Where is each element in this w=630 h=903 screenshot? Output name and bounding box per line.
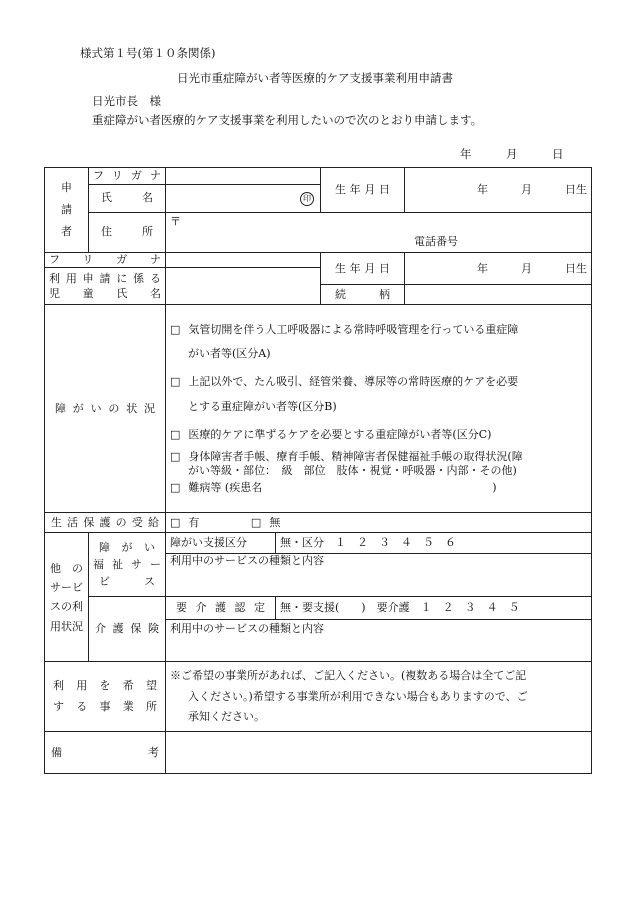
- preferred-note-1: ※ご希望の事業所があれば、ご記入ください。(複数ある場合は全てご記: [170, 669, 527, 683]
- care-level-label: 要介護認定: [166, 597, 276, 620]
- checkbox-icon[interactable]: □: [170, 480, 181, 494]
- remarks-field[interactable]: [166, 732, 592, 774]
- checkbox-no[interactable]: □: [250, 515, 262, 529]
- disability-status-label: 障がいの状況: [45, 305, 166, 513]
- applicant-name-field[interactable]: [166, 185, 321, 213]
- phone-label: 電話番号: [414, 235, 458, 249]
- option-handbook-cont: がい等級・部位： 級 部位 肢体・視覚・呼吸器・内部・その他): [188, 464, 517, 478]
- form-title: 日光市重症障がい者等医療的ケア支援事業利用申請書: [177, 71, 453, 85]
- checkbox-yes[interactable]: □: [170, 515, 181, 529]
- addressee: 日光市長 様: [92, 94, 161, 108]
- disability-service-label: 障がい 福祉サー ビス: [89, 533, 166, 597]
- applicant-dob-field[interactable]: 年 月 日生: [405, 168, 592, 213]
- remarks-label: 備考: [45, 732, 166, 774]
- checkbox-icon[interactable]: □: [170, 450, 181, 464]
- disability-service-detail-label: 利用中のサービスの種類と内容: [166, 554, 592, 574]
- support-class-value[interactable]: 無・区分 １ ２ ３ ４ ５ ６: [276, 533, 592, 554]
- care-service-detail[interactable]: 利用中のサービスの種類と内容: [166, 620, 592, 662]
- preferred-note-3: 承知ください。: [188, 709, 265, 723]
- checkbox-icon[interactable]: □: [170, 427, 181, 441]
- disability-service-detail-field[interactable]: [166, 574, 592, 597]
- applicant-dob-label: 生年月日: [321, 168, 405, 213]
- option-class-b[interactable]: □ 上記以外で、たん吸引、経管栄養、導尿等の常時医療的ケアを必要: [170, 375, 519, 389]
- child-name-label: 利用申請に係る 児童氏名: [45, 268, 166, 305]
- application-date[interactable]: 年 月 日: [460, 147, 564, 161]
- applicant-name-label: 氏名: [89, 185, 166, 213]
- option-class-c[interactable]: □ 医療的ケアに準ずるケアを必要とする重症障がい者等(区分C): [170, 427, 492, 441]
- support-class-label: 障がい支援区分: [166, 533, 276, 554]
- welfare-label: 生活保護の受給: [45, 513, 166, 533]
- option-intractable-disease[interactable]: □ 難病等 (疾患名 ): [170, 480, 497, 494]
- child-dob-label: 生年月日: [321, 253, 405, 285]
- preferred-office-label: 利用を希望 する事業所: [45, 662, 166, 732]
- option-class-b-cont: とする重症障がい者等(区分B): [188, 399, 337, 413]
- preferred-note-2: 入ください。)希望する事業所が利用できない場合もありますので、ご: [188, 689, 528, 703]
- child-dob-field[interactable]: 年 月 日生: [405, 253, 592, 285]
- applicant-furigana-field[interactable]: [166, 168, 321, 185]
- checkbox-icon[interactable]: □: [170, 322, 181, 336]
- services-label: 他 の サービ スの利 用状況: [45, 533, 89, 662]
- form-number: 様式第１号(第１０条関係): [80, 46, 216, 60]
- disability-status-options: [166, 305, 592, 513]
- care-level-value[interactable]: 無・要支援( ) 要介護 １ ２ ３ ４ ５: [276, 597, 592, 620]
- purpose-statement: 重症障がい者医療的ケア支援事業を利用したいので次のとおり申請します。: [92, 113, 483, 127]
- postal-mark: 〒: [170, 215, 181, 228]
- option-class-a-cont: がい者等(区分A): [188, 346, 271, 360]
- seal-mark: 印: [300, 192, 314, 206]
- child-furigana-label: フリガナ: [45, 253, 166, 268]
- applicant-address-field[interactable]: [166, 213, 592, 253]
- option-class-a[interactable]: □ 気管切開を伴う人工呼吸器による常時呼吸管理を行っている重症障: [170, 322, 519, 336]
- applicant-section-label: 申 請 者: [45, 168, 89, 253]
- applicant-furigana-label: フリガナ: [89, 168, 166, 185]
- relation-label: 続柄: [321, 285, 405, 305]
- care-insurance-label: 介護保険: [89, 597, 166, 662]
- applicant-address-label: 住所: [89, 213, 166, 253]
- option-handbook[interactable]: □ 身体障害者手帳、療育手帳、精神障害者保健福祉手帳の取得状況(障: [170, 450, 523, 464]
- welfare-options: □ 有 □ 無: [166, 513, 592, 533]
- child-furigana-field[interactable]: [166, 253, 321, 268]
- application-form-table: [44, 167, 592, 774]
- child-name-field[interactable]: [166, 268, 321, 305]
- relation-field[interactable]: [405, 285, 592, 305]
- preferred-office-field[interactable]: [166, 662, 592, 732]
- checkbox-icon[interactable]: □: [170, 375, 181, 389]
